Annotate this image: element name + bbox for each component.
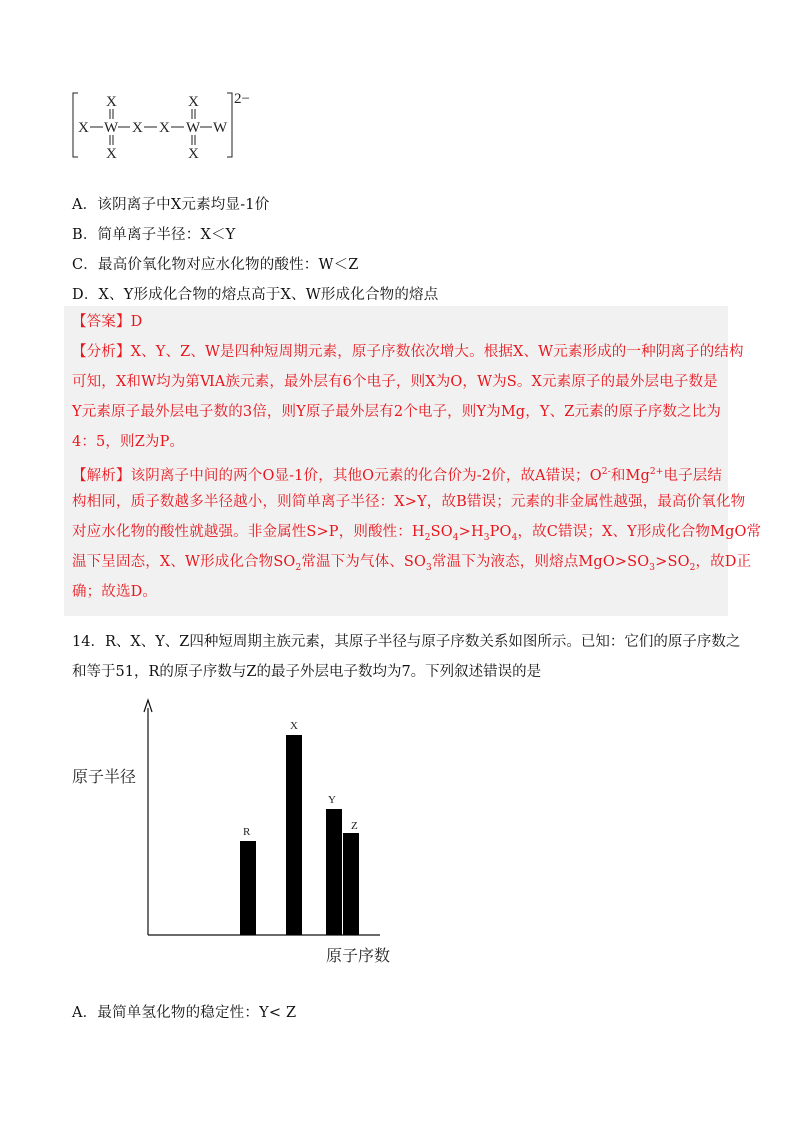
bar-label-Z: Z xyxy=(351,820,358,832)
analysis-line-2: 可知，X和W均为第ⅥA族元素，最外层有6个电子，则X为O，W为S。X元素原子的最外层电子数是 xyxy=(72,374,718,390)
analysis-line-4: 4：5，则Z为P。 xyxy=(72,434,185,450)
analysis-line-3: Y元素原子最外层电子数的3倍，则Y原子最外层有2个电子，则Y为Mg，Y、Z元素的原子序数之比为 xyxy=(72,404,721,420)
q13-option-a: A．该阴离子中X元素均显-1价 xyxy=(72,197,270,213)
q13-option-b: B．简单离子半径：X＜Y xyxy=(72,227,236,243)
explain-line-5: 确；故选D。 xyxy=(72,584,158,600)
bar-label-X: X xyxy=(290,720,298,732)
atom-x-top2: X xyxy=(188,94,199,110)
right-bracket xyxy=(227,93,232,157)
anion-structure-formula xyxy=(70,90,270,165)
atom-x-mid2: X xyxy=(159,120,170,136)
atom-w1: W xyxy=(104,120,119,136)
bar-X xyxy=(286,735,302,935)
x-axis-label: 原子序数 xyxy=(326,948,391,965)
bar-Y xyxy=(326,809,342,935)
explain-line-3: 对应水化物的酸性就越强。非金属性S>P，则酸性：$H_2SO_4>H_3PO_4$，故C错误；X、Y形成化合物MgO常 xyxy=(72,524,762,543)
explain-line-4: 温下呈固态，X、W形成化合物$SO_2$常温下为气体、$SO_3$常温下为液态，则熔点$MgO>SO_3>SO_2$，故D正 xyxy=(72,554,752,573)
q13-option-d: D．X、Y形成化合物的熔点高于X、W形成化合物的熔点 xyxy=(72,287,439,303)
y-axis-label: 原子半径 xyxy=(72,769,137,786)
answer-label: 【答案】D xyxy=(72,314,143,330)
q13-option-c: C．最高价氧化物对应水化物的酸性：W＜Z xyxy=(72,257,359,273)
atom-w-right: W xyxy=(213,120,228,136)
bar-label-R: R xyxy=(243,826,251,838)
atom-x-bot2: X xyxy=(188,146,199,162)
q14-option-a: A．最简单氢化物的稳定性：Y< Z xyxy=(72,1005,297,1021)
atom-x-left: X xyxy=(78,120,89,136)
explain-line-1: 【解析】该阴离子中间的两个O显-1价，其他O元素的化合价为-2价，故A错误；$O^{2-}$和$Mg^{2+}$电子层结 xyxy=(72,467,723,484)
atom-x-bot1: X xyxy=(106,146,117,162)
bar-label-Y: Y xyxy=(328,794,336,806)
atom-x-top1: X xyxy=(106,94,117,110)
atomic-radius-chart xyxy=(60,690,440,980)
q14-stem-line-1: 14．R、X、Y、Z四种短周期主族元素，其原子半径与原子序数关系如图所示。已知：它们的原子序数之 xyxy=(72,634,741,650)
analysis-line-1: 【分析】X、Y、Z、W是四种短周期元素，原子序数依次增大。根据X、W元素形成的一种阴离子的结构 xyxy=(72,344,744,360)
bar-Z xyxy=(343,833,359,935)
charge-label: 2− xyxy=(234,91,250,107)
q14-stem-line-2: 和等于51，R的原子序数与Z的最子外层电子数均为7。下列叙述错误的是 xyxy=(72,664,542,680)
atom-x-mid1: X xyxy=(132,120,143,136)
atom-w2: W xyxy=(186,120,201,136)
explain-line-2: 构相同，质子数越多半径越小，则简单离子半径：X>Y，故B错误；元素的非金属性越强，最高价氧化物 xyxy=(72,494,746,510)
bar-R xyxy=(240,841,256,935)
